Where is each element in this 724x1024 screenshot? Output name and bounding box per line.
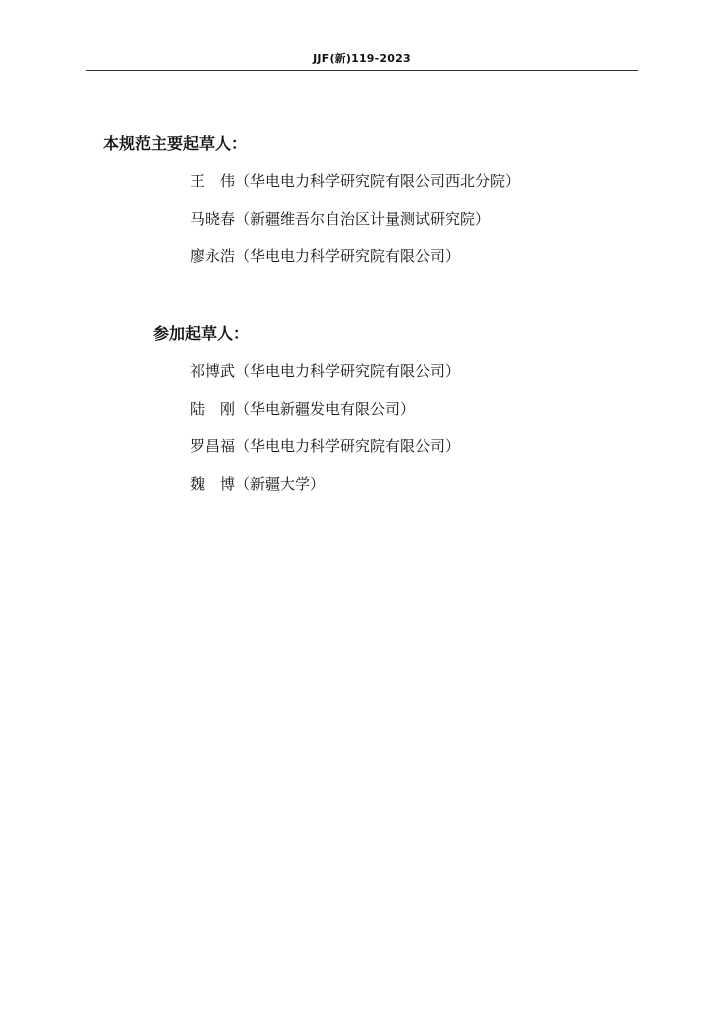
open-paren: （ [235,172,251,190]
standard-code: JJF(新)119-2023 [313,52,411,65]
drafter-organization: 新疆大学 [250,474,311,493]
open-paren: （ [235,474,251,493]
drafter-organization: 华电电力科学研究院有限公司西北分院 [250,172,506,190]
main-drafters-list [190,171,520,284]
drafter-name: 王 伟 [190,172,236,190]
drafter-organization: 华电电力科学研究院有限公司 [250,437,446,455]
drafter-entry [190,361,460,399]
drafter-entry [190,474,460,512]
drafter-entry [190,436,460,474]
open-paren: （ [235,247,251,265]
close-paren: ） [475,209,491,228]
drafter-name: 魏 博 [190,474,236,493]
page-header [86,52,638,71]
close-paren: ） [310,474,326,493]
drafter-name: 罗昌福 [190,437,236,455]
open-paren: （ [235,209,251,228]
open-paren: （ [235,437,251,455]
drafter-name: 陆 刚 [190,399,236,418]
drafter-entry [190,399,460,437]
close-paren: ） [400,399,416,418]
open-paren: （ [235,362,251,380]
participating-drafters-heading: 参加起草人： [153,324,250,343]
drafter-name: 祁博武 [190,362,236,380]
drafter-entry [190,171,520,209]
open-paren: （ [235,399,251,418]
drafter-organization: 华电电力科学研究院有限公司 [250,362,446,380]
close-paren: ） [445,437,461,455]
drafter-entry [190,209,520,247]
drafter-entry [190,246,520,284]
main-drafters-heading: 本规范主要起草人： [103,134,248,153]
drafter-name: 马晓春 [190,209,236,228]
close-paren: ） [505,172,521,190]
participating-drafters-list [190,361,460,511]
drafter-organization: 华电新疆发电有限公司 [250,399,401,418]
close-paren: ） [445,247,461,265]
drafter-organization: 新疆维吾尔自治区计量测试研究院 [250,209,476,228]
drafter-name: 廖永浩 [190,247,236,265]
drafter-organization: 华电电力科学研究院有限公司 [250,247,446,265]
close-paren: ） [445,362,461,380]
